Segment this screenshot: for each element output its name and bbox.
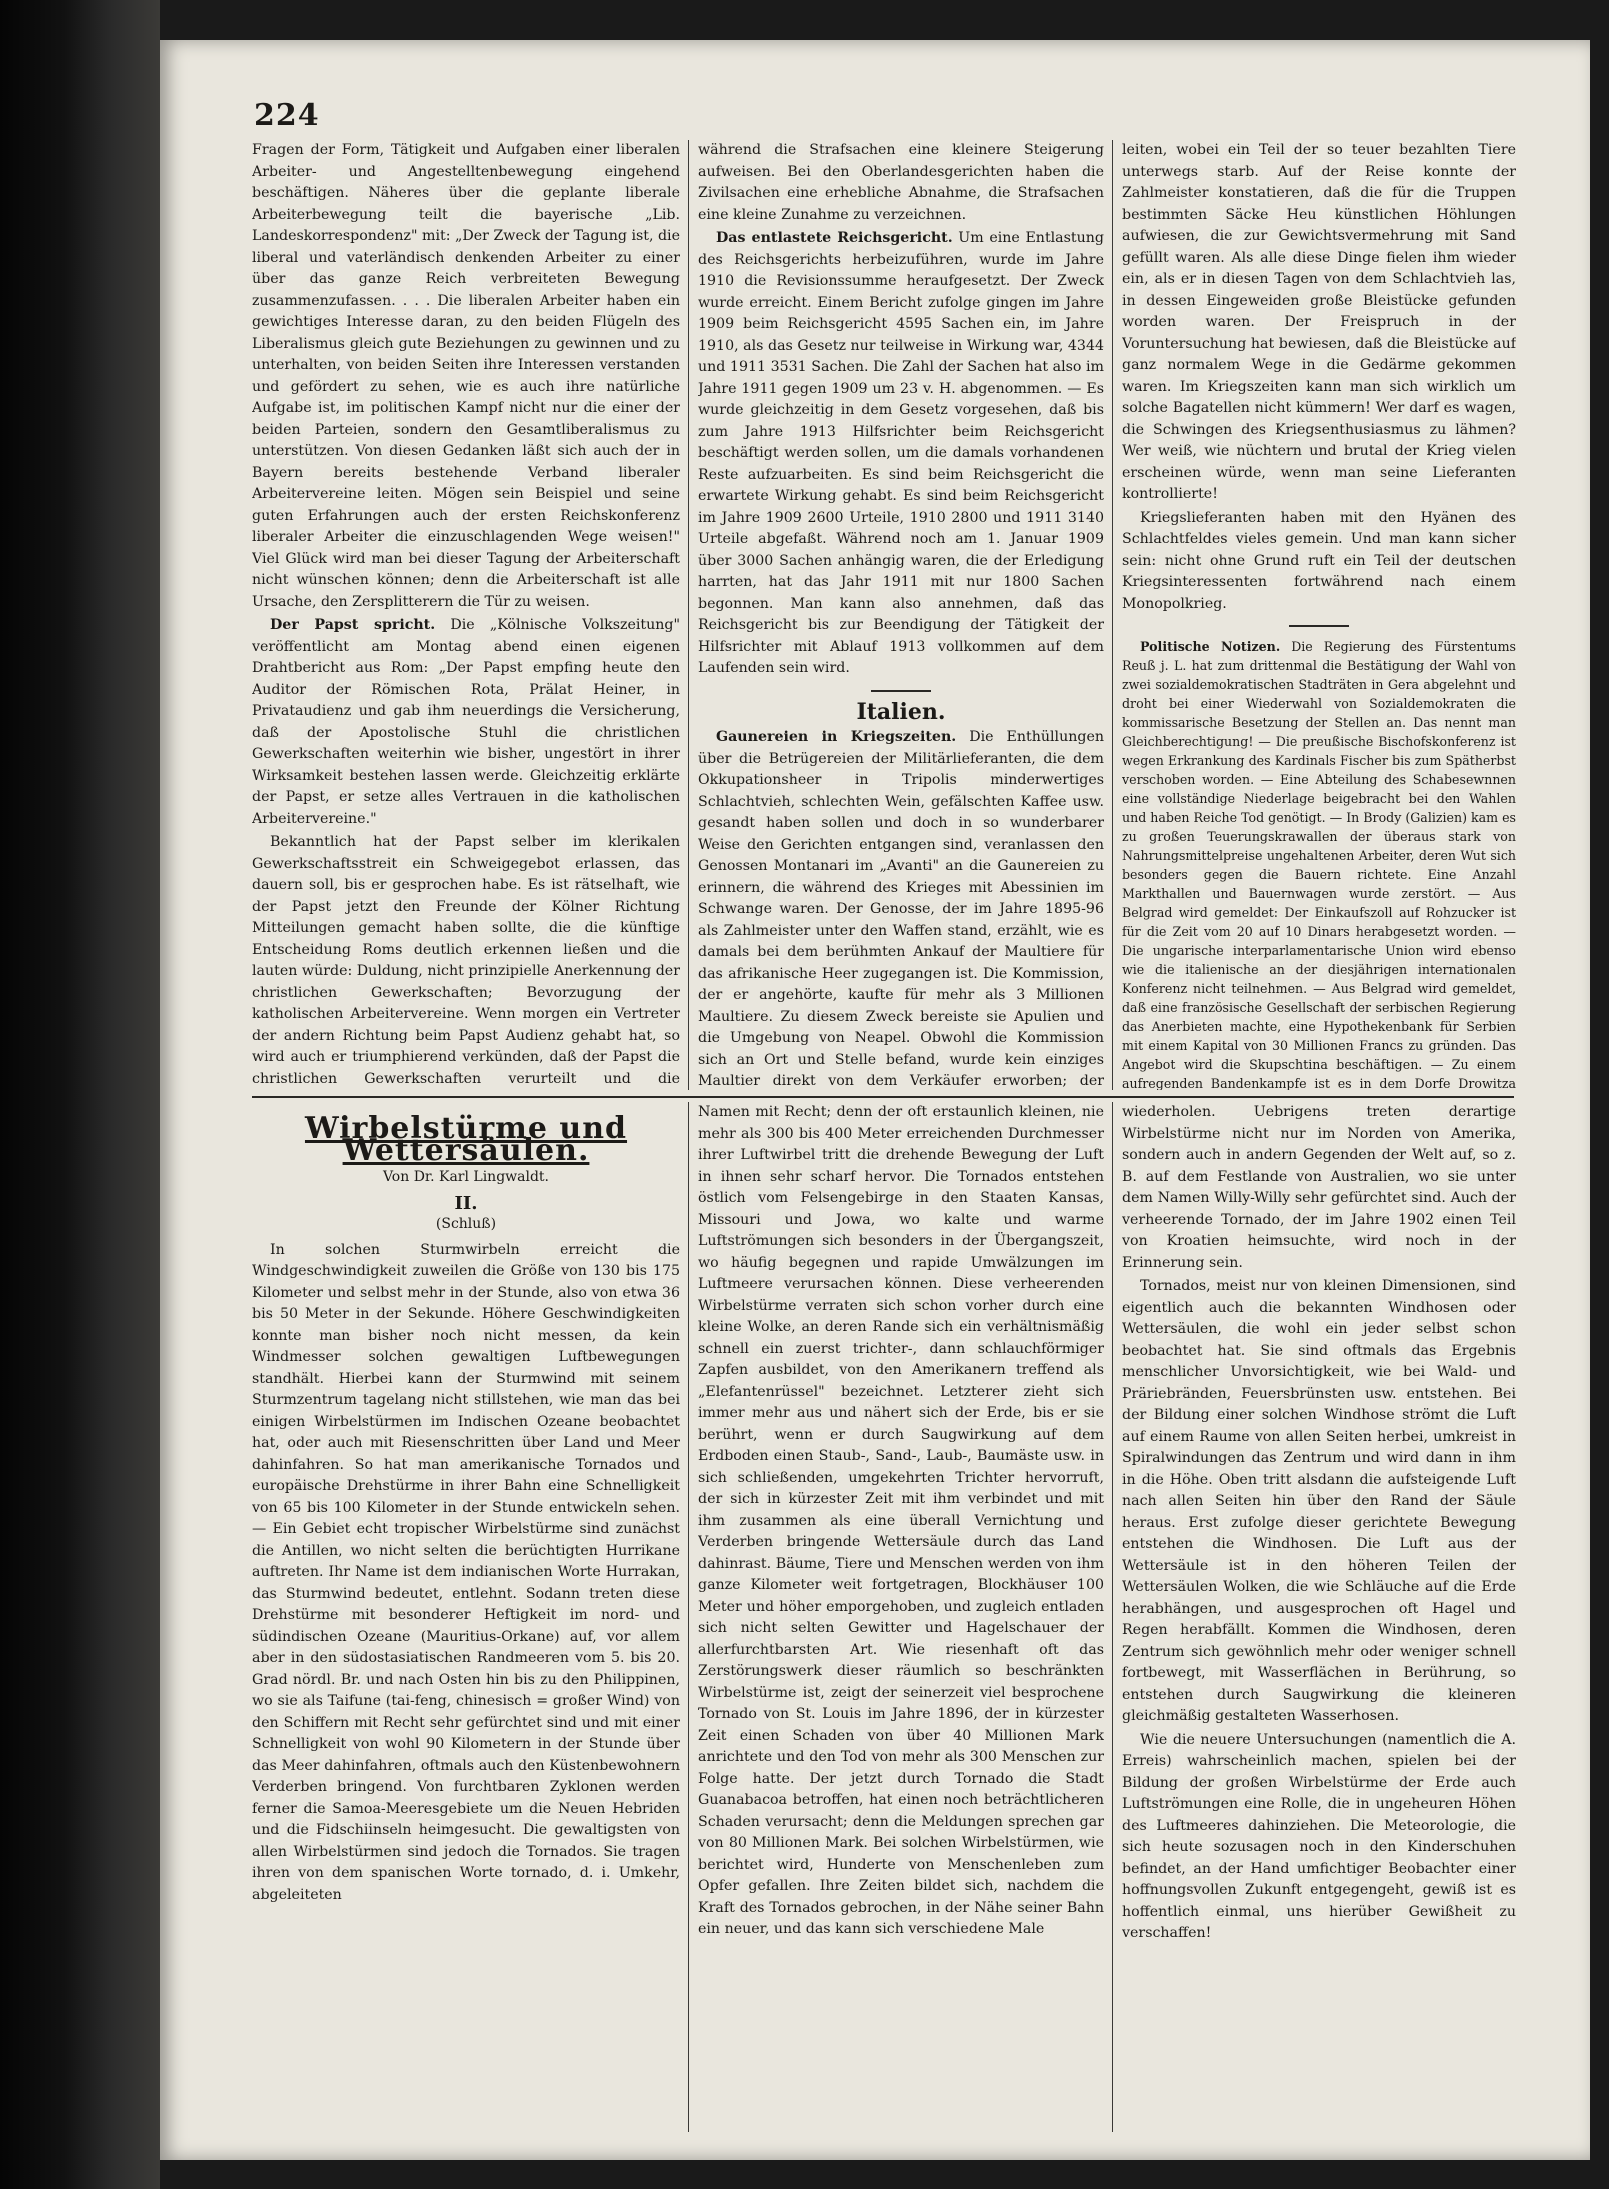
article-liberal-workers: Fragen der Form, Tätigkeit und Aufgaben einer liberalen Arbeiter- und Angestelltenbewegung eingehend beschäftigen. Näheres über die geplante liberale Arbeiterbewegung teilt die bayerische „Lib. Landeskorrespondenz" mit: „Der Zweck der Tagung ist, die liberal und vaterländisch denkenden Arbeiter zu einer über das ganze Reich verbreiteten Bewegung zusammenzufassen. . . . Die liberalen Arbeiter haben ein gewichtiges Interesse daran, zu den beiden Flügeln des Liberalismus gleich gute Beziehungen zu gewinnen und zu unterhalten, von beiden Seiten ihre Interessen verstanden und gefördert zu sehen, wie es auch ihre natürliche Aufgabe ist, im politischen Kampf nicht nur die einer der beiden Parteien, sondern den Gesamtliberalismus zu unterstützen. Von diesen Gedanken läßt sich auch der in Bayern bereits bestehende Verband liberaler Arbeitervereine leiten. Mögen sein Beispiel und seine guten Erfahrungen auch der ersten Reichskonferenz liberaler Arbeiter die einzuschlagenden Wege weisen!" Viel Glück wird man bei dieser Tagung der Arbeiterschaft nicht wünschen können; denn die Arbeiterschaft ist alle Ursache, den Zersplitterern die Tür zu weisen. [252, 142, 680, 610]
feature-column-1 [252, 1102, 680, 2132]
book-binding-edge [0, 0, 160, 2189]
column-divider [1112, 1102, 1113, 2132]
column-divider [688, 1102, 689, 2132]
headline-reichsgericht: Das entlastete Reichsgericht. [716, 230, 953, 246]
article-reichsgericht-text: Um eine Entlastung des Reichsgerichts herbeizuführen, wurde im Jahre 1910 die Revisionssumme heraufgesetzt. Der Zweck wurde erreicht. Einem Bericht zufolge gingen im Jahre 1909 beim Reichsgericht 4595 Sachen ein, im Jahre 1910, als das Gesetz nur teilweise in Wirkung war, 4344 und 1911 3531 Sachen. Die Zahl der Sachen hat also im Jahre 1911 gegen 1909 um 23 v. H. abgenommen. — Es wurde gleichzeitig in dem Gesetz vorgesehen, daß bis zum Jahre 1913 Hilfsrichter beim Reichsgericht beschäftigt werden sollen, um die damals vorhandenen Reste aufzuarbeiten. Es sind beim Reichsgericht die erwartete Wirkung gehabt. Es sind beim Reichsgericht im Jahre 1909 2600 Urteile, 1910 2800 und 1911 3140 Urteile abgefaßt. Während noch am 1. Januar 1909 über 3000 Sachen anhängig waren, die der Erledigung harrten, hat das Jahr 1911 mit nur 1800 Sachen begonnen. Man kann also annehmen, daß das Reichsgericht bis zur Beendigung der Tätigkeit der Hilfsrichter mit Ablauf 1913 vollkommen auf dem Laufenden sein wird. [698, 230, 1104, 676]
feature-column-3 [1122, 1102, 1516, 2132]
article-courts-continued: während die Strafsachen eine kleinere Steigerung aufweisen. Bei den Oberlandesgerichten haben die Zivilsachen eine erhebliche Abnahme, die Strafsachen eine kleine Zunahme zu verzeichnen. [698, 142, 1104, 223]
short-rule [871, 690, 931, 692]
column-1 [252, 140, 680, 1090]
column-divider [1112, 140, 1113, 1090]
column-3 [1122, 140, 1516, 1090]
feature-text-3c: Wie die neuere Untersuchungen (namentlich die A. Erreis) wahrscheinlich machen, spielen bei der Bildung der großen Wirbelstürme der Erde auch Luftströmungen eine Rolle, die in ungeheuren Höhen des Luftmeeres dahinziehen. Die Meteorologie, die sich heute sozusagen noch in den Kinderschuhen befindet, an der Hand umfichtiger Beobachter einer hoffnungsvollen Zukunft entgegengeht, gewiß ist es hoffentlich einmal, uns hierüber Gewißheit zu verschaffen! [1122, 1731, 1516, 1941]
column-2 [698, 140, 1104, 1090]
article-pope-text: Die „Kölnische Volkszeitung" veröffentlicht am Montag abend einen eigenen Drahtbericht aus Rom: „Der Papst empfing heute den Auditor der Römischen Rota, Prälat Heiner, in Privataudienz und gab ihm neuerdings die Versicherung, daß der Apostolische Stuhl die christlichen Gewerkschaften weiterhin wie bisher, ungestört in ihrer Wirksamkeit bestehen lassen werde. Gleichzeitig erklärte der Papst, er setze alles Vertrauen in die katholischen Arbeitervereine." [252, 617, 680, 827]
feature-part-number: II. [454, 1192, 478, 1214]
feature-text-3: wiederholen. Uebrigens treten derartige Wirbelstürme nicht nur im Norden von Amerika, sondern auch in andern Gegenden der Welt auf, so z. B. auf dem Festlande von Australien, wo sie unter dem Namen Willy-Willy sehr gefürchtet sind. Auch der verheerende Tornado, der im Jahre 1902 einen Teil von Kroatien heimsuchte, wird noch in der Erinnerung sein. [1122, 1104, 1516, 1271]
section-title-italien: Italien. [856, 698, 946, 725]
column-divider [688, 140, 689, 1090]
newspaper-page [160, 40, 1590, 2160]
feature-title: Wirbelstürme und Wettersäulen. [304, 1111, 628, 1168]
article-reichsgericht-paragraph [698, 228, 1104, 680]
article-pope-headline-paragraph [252, 615, 680, 830]
headline-war-frauds: Gaunereien in Kriegszeiten. [716, 729, 957, 745]
feature-text-2: Namen mit Recht; denn der oft erstaunlich kleinen, nie mehr als 300 bis 400 Meter erreichenden Durchmesser ihrer Luftwirbel tritt die drehende Bewegung der Luft in ihnen sehr scharf hervor. Die Tornados entstehen östlich vom Felsengebirge in den Staaten Kansas, Missouri und Jowa, wo kalte und warme Luftströmungen sich besonders in der Übergangszeit, wo häufig begegnen und rapide Umwälzungen im Luftmeere verursachen können. Diese verheerenden Wirbelstürme verraten sich schon vorher durch eine kleine Wolke, an deren Rande sich ein verhältnismäßig schnell ein zuerst trichter-, dann schlauchförmiger Zapfen ausbildet, von den Amerikanern treffend als „Elefantenrüssel" bezeichnet. Letzterer zieht sich immer mehr aus und nähert sich der Erde, bis er sie berührt, wenn er durch Saugwirkung auf dem Erdboden einen Staub-, Sand-, Laub-, Baumäste usw. in sich schließenden, umgekehrten Trichter hervorruft, der sich in kürzester Zeit mit ihm verbindet und mit ihm zusammen als eine überall Vernichtung und Verderben bringende Wettersäule durch das Land dahinrast. Bäume, Tiere und Menschen werden von ihm ganze Kilometer weit fortgetragen, Blockhäuser 100 Meter und höher emporgehoben, und zugleich entladen sich nicht selten Gewitter und Hagelschauer der allerfurchtbarsten Art. Wie riesenhaft oft das Zerstörungswerk dieser räumlich so beschränkten Wirbelstürme ist, zeigt der seinerzeit viel besprochene Tornado von St. Louis im Jahre 1896, der in kürzester Zeit einen Schaden von über 40 Millionen Mark anrichtete und den Tod von mehr als 300 Menschen zur Folge hatte. Der jetzt durch Tornado die Stadt Guanabacoa betroffen, hat einen noch beträchtlicheren Schaden verursacht; denn die Meldungen sprechen gar von 80 Millionen Mark. Bei solchen Wirbelstürmen, wie berichtet wird, Hunderte von Menschenleben zum Opfer gefallen. Ihre Zeiten bildet sich, nachdem die Kraft des Tornados gebrochen, in der Nähe seiner Bahn ein neuer, und das kann sich verschiedene Male [698, 1104, 1104, 1937]
article-political-notes-paragraph [1122, 637, 1516, 1090]
feature-subtitle: (Schluß) [435, 1216, 497, 1232]
article-pope-continued: Bekanntlich hat der Papst selber im klerikalen Gewerkschaftsstreit ein Schweigegebot erlassen, das dauern soll, bis er gesprochen habe. Es ist rätselhaft, wie der Papst jetzt den Freunde der Kölner Richtung Mitteilungen gemacht haben sollte, die die künftige Entscheidung Roms deutlich erkennen ließen und die lauten würde: Duldung, nicht prinzipielle Anerkennung der christlichen Gewerkschaften; Bevorzugung der katholischen Arbeitervereine. Wenn morgen ein Vertreter der andern Richtung beim Papst Audienz gehabt hat, so wird auch er triumphierend verkünden, daß der Papst die christlichen Gewerkschaften verurteilt und die [252, 834, 680, 1087]
article-war-suppliers: Kriegslieferanten haben mit den Hyänen des Schlachtfeldes vieles gemein. Und man kann sicher sein: nicht ohne Grund ruft ein Teil der deutschen Kriegsinteressenten fortwährend nach einem Monopolkrieg. [1122, 509, 1516, 612]
feature-column-2 [698, 1102, 1104, 2132]
page-number: 224 [254, 98, 320, 133]
headline-pope: Der Papst spricht. [270, 617, 436, 633]
headline-political-notes: Politische Notizen. [1140, 639, 1281, 654]
article-war-frauds-continued: leiten, wobei ein Teil der so teuer bezahlten Tiere unterwegs starb. Auf der Reise konnte der Zahlmeister konstatieren, daß die für die Truppen bestimmten Säcke Heu künstlichen Höhlungen aufwiesen, die zur Gewichtsvermehrung mit Sand gefüllt waren. Als alle diese Dinge fielen ihm wieder ein, als er in diesen Tagen von dem Schlachtvieh las, in dessen Eingeweiden große Bleistücke gefunden worden waren. Der Freispruch in der Voruntersuchung hat bewiesen, daß die Bleistücke auf ganz normalem Wege in die Gedärme gekommen waren. Im Kriegszeiten kann man sich wirklich um solche Bagatellen nicht kümmern! Wer darf es wagen, die Schwingen des Kriegsenthusiasmus zu lähmen? Wer weiß, wie nüchtern und brutal der Krieg vielen erscheinen würde, wenn man seine Lieferanten kontrollierte! [1122, 142, 1516, 502]
article-political-notes-text: Die Regierung des Fürstentums Reuß j. L. hat zum drittenmal die Bestätigung der Wahl von zwei sozialdemokratischen Stadträten in Gera abgelehnt und droht bei einer Wiederwahl von Sozialdemokraten die kommissarische Besetzung der Stellen an. Das nennt man Gleichberechtigung! — Die preußische Bischofskonferenz ist wegen Erkrankung des Kardinals Fischer bis zum Spätherbst verschoben worden. — Eine Abteilung des Schabesewnnen eine vollständige Niederlage beigebracht bei den Wahlen und haben Reiche Tod genötigt. — In Brody (Galizien) kam es zu großen Teuerungskrawallen der überaus stark von Nahrungsmittelpreise ungehaltenen Arbeiter, deren Wut sich besonders gegen die Bauern richtete. Eine Anzahl Markthallen und Bauernwagen wurde zerstört. — Aus Belgrad wird gemeldet: Der Einkaufszoll auf Rohzucker ist für die Zeit vom 20 auf 10 Dinars herabgesetzt worden. — Die ungarische interparlamentarische Union wird ebenso wie die italienische an der diesjährigen internationalen Konferenz nicht teilnehmen. — Aus Belgrad wird gemeldet, daß eine französische Gesellschaft der serbischen Regierung das Anerbieten machte, eine Hypothekenbank für Serbien mit einem Kapital von 30 Millionen Francs zu gründen. Das Angebot wird die Skupschtina beschäftigen. — Zu einem aufregenden Bandenkampfe ist es in dem Dorfe Drowitza [1122, 639, 1516, 1090]
feature-text-1: In solchen Sturmwirbeln erreicht die Windgeschwindigkeit zuweilen die Größe von 130 bis 175 Kilometer und selbst mehr in der Stunde, also von etwa 36 bis 50 Meter in der Sekunde. Höhere Geschwindigkeiten konnte man bisher noch nicht messen, da kein Windmesser solchen gewaltigen Luftbewegungen standhält. Hierbei kann der Sturmwind mit seinem Sturmzentrum tagelang nicht stillstehen, wie man das bei einigen Wirbelstürmen im Indischen Ozeane beobachtet hat, oder auch mit Riesenschritten über Land und Meer dahinfahren. So hat man amerikanische Tornados und europäische Drehstürme in ihrer Bahn eine Schnelligkeit von 65 bis 100 Kilometer in der Stunde entwickeln sehen. — Ein Gebiet echt tropischer Wirbelstürme sind zunächst die Antillen, wo nicht selten die berüchtigten Hurrikane auftreten. Ihr Name ist dem indianischen Worte Hurrakan, das Sturmwind bedeutet, entlehnt. Sodann treten diese Drehstürme mit besonderer Heftigkeit im nord- und südindischen Ozeane (Mauritius-Orkane) auf, vor allem aber in den südostasiatischen Randmeeren vom 5. bis 20. Grad nördl. Br. und nach Osten hin bis zu den Philippinen, wo sie als Taifune (tai-feng, chinesisch = großer Wind) von den Schiffern mit Recht sehr gefürchtet sind und mit einer Schnelligkeit von wohl 90 Kilometern in der Stunde über das Meer dahinfahren, oftmals auch den Küstenbewohnern Verderben bringend. Von furchtbaren Zyklonen werden ferner die Samoa-Meeresgebiete um die Neuen Hebriden und die Fidschiinseln heimgesucht. Die gewaltigsten von allen Wirbelstürmen sind jedoch die Tornados. Sie tragen ihren von dem spanischen Worte tornado, d. i. Umkehr, abgeleiteten [252, 1241, 680, 1903]
article-war-frauds-paragraph [698, 727, 1104, 1090]
feature-author: Von Dr. Karl Lingwaldt. [382, 1169, 550, 1185]
article-war-frauds-text: Die Enthüllungen über die Betrügereien der Militärlieferanten, die dem Okkupationsheer in Tripolis minderwertiges Schlachtvieh, schlechten Wein, gefälschten Kaffee usw. gesandt haben sollen und doch in so wunderbarer Weise den Gerichten entgangen sind, veranlassen den Genossen Montanari im „Avanti" an die Gaunereien zu erinnern, die während des Krieges mit Abessinien im Schwange waren. Der Genosse, der im Jahre 1895-96 als Zahlmeister unter den Waffen stand, erzählt, wie es damals bei dem berühmten Ankauf der Maultiere für das afrikanische Heer zugegangen ist. Die Kommission, der er angehörte, kaufte für mehr als 3 Millionen Maultiere. Zu diesem Zweck bereiste sie Apulien und die Umgebung von Neapel. Obwohl die Kommission sich an Ort und Stelle befand, wurde kein einziges Maultier direkt von dem Verkäufer erworben; der [698, 729, 1104, 1089]
feature-separator-rule [252, 1096, 1514, 1098]
feature-text-3b: Tornados, meist nur von kleinen Dimensionen, sind eigentlich auch die bekannten Windhosen oder Wettersäulen, die wohl ein jeder selbst schon beobachtet hat. Sie sind oftmals das Ergebnis menschlicher Unvorsichtigkeit, wie bei Wald- und Präriebränden, Feuersbrünsten usw. entstehen. Bei der Bildung einer solchen Windhose strömt die Luft auf einem Raume von allen Seiten herbei, umkreist in Spiralwindungen das Zentrum und wird dann in ihm in die Höhe. Oben tritt alsdann die aufsteigende Luft nach allen Seiten hin über den Rand der Säule heraus. Erst zufolge dieser gerichtete Bewegung entstehen die Windhosen. Die Luft aus der Wettersäule ist in den höheren Teilen der Wettersäulen Wolken, die wie Schläuche auf die Erde herabhängen, und ausgesprochen oft Hagel und Regen herabfällt. Kommen die Windhosen, deren Zentrum sich gewöhnlich mehr oder weniger schnell fortbewegt, mit Wasserflächen in Berührung, so entstehen durch Saugwirkung die kleineren gleichmäßig gestalteten Wasserhosen. [1122, 1278, 1516, 1724]
short-rule [1289, 625, 1349, 627]
